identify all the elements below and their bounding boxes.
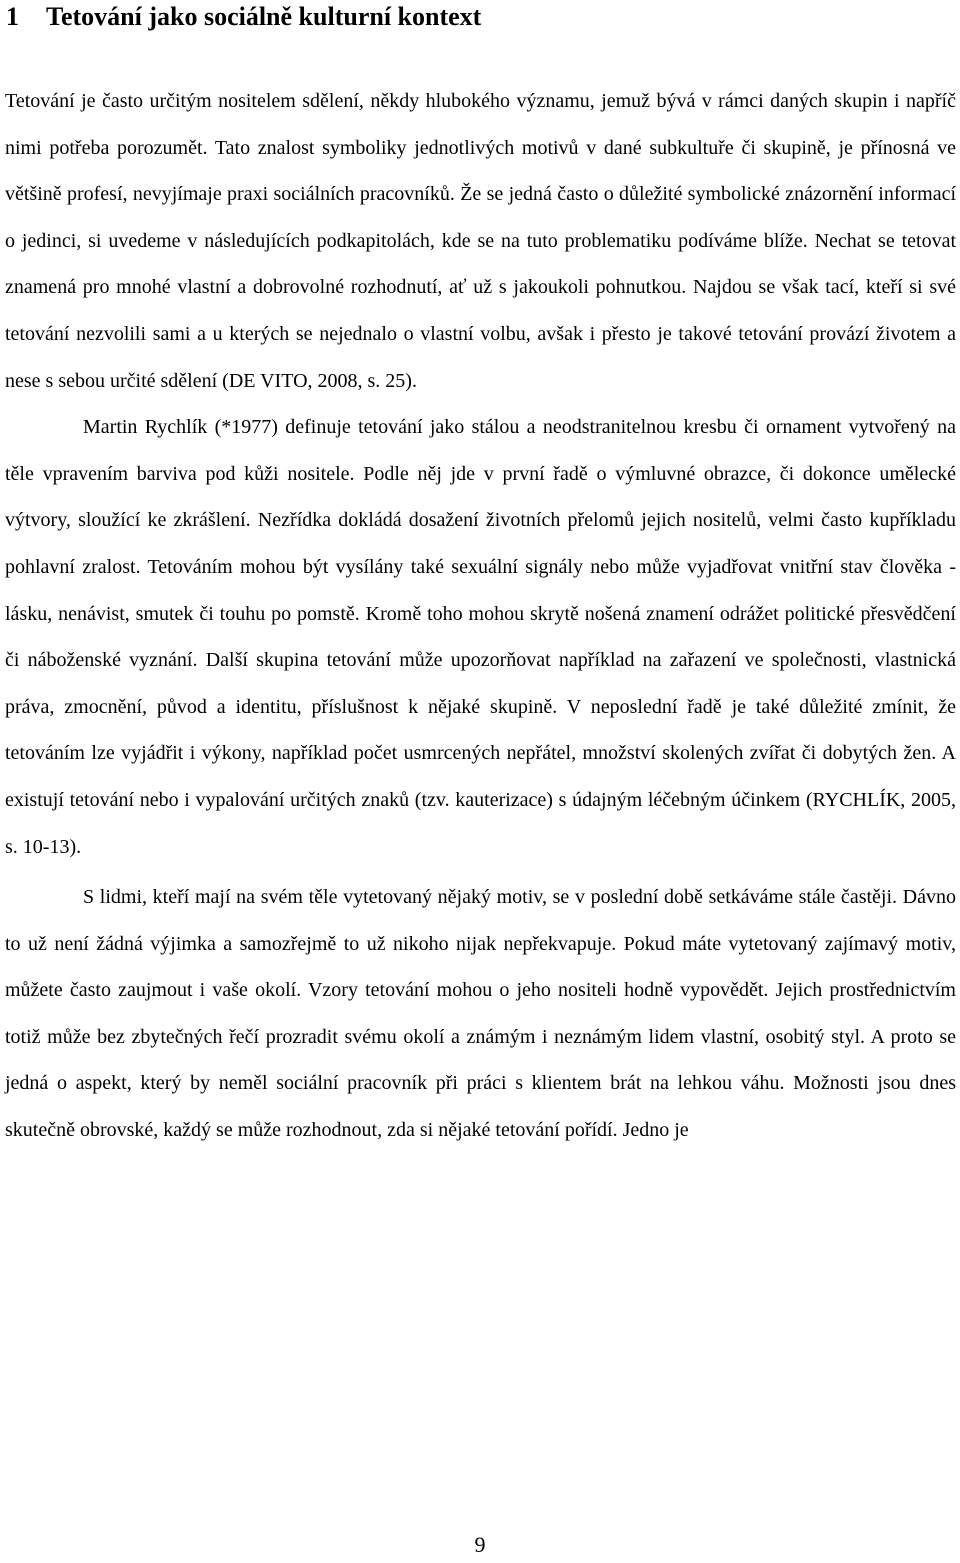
chapter-number: 1	[6, 2, 19, 31]
chapter-body	[5, 78, 956, 1154]
chapter-heading	[6, 0, 481, 34]
paragraph-tattoo-prevalence: S lidmi, kteří mají na svém těle vytetovaný nějaký motiv, se v poslední době setkáváme stále častěji. Dávno to už není žádná výjimka a samozřejmě to už nikoho nijak nepřekvapuje. Pokud máte vytetovaný zajímavý motiv, můžete často zaujmout i vaše okolí. Vzory tetování mohou o jeho nositeli hodně vypovědět. Jejich prostřednictvím totiž může bez zbytečných řečí prozradit svému okolí a známým i neznámým lidem vlastní, osobitý styl. A proto se jedná o aspekt, který by neměl sociální pracovník při práci s klientem brát na lehkou váhu. Možnosti jsou dnes skutečně obrovské, každý se může rozhodnout, zda si nějaké tetování pořídí. Jedno je	[5, 886, 956, 1142]
paragraph-rychlik-definition: Martin Rychlík (*1977) definuje tetování jako stálou a neodstranitelnou kresbu či ornament vytvořený na těle vpravením barviva pod kůži nositele. Podle něj jde v první řadě o výmluvné obrazce, či dokonce umělecké výtvory, sloužící ke zkrášlení. Nezřídka dokládá dosažení životních přelomů jejich nositelů, velmi často kupříkladu pohlavní zralost. Tetováním mohou být vysílány také sexuální signály nebo může vyjadřovat vnitřní stav člověka - lásku, nenávist, smutek či touhu po pomstě. Kromě toho mohou skrytě nošená znamení odrážet politické přesvědčení či náboženské vyznání. Další skupina tetování může upozorňovat například na zařazení ve společnosti, vlastnická práva, zmocnění, původ a identitu, příslušnost k nějaké skupině. V neposlední řadě je také důležité zmínit, že tetováním lze vyjádřit i výkony, například počet usmrcených nepřátel, množství skolených zvířat či dobytých žen. A existují tetování nebo i vypalování určitých znaků (tzv. kauterizace) s údajným léčebným účinkem (RYCHLÍK, 2005, s. 10-13).	[5, 416, 956, 858]
page-number: 9	[474, 1532, 486, 1557]
paragraph-intro: Tetování je často určitým nositelem sdělení, někdy hlubokého významu, jemuž bývá v rámci daných skupin i napříč nimi potřeba porozumět. Tato znalost symboliky jednotlivých motivů v dané subkultuře či skupině, je přínosná ve většině profesí, nevyjímaje praxi sociálních pracovníků. Že se jedná často o důležité symbolické znázornění informací o jedinci, si uvedeme v následujících podkapitolách, kde se na tuto problematiku podíváme blíže. Nechat se tetovat znamená pro mnohé vlastní a dobrovolné rozhodnutí, ať už s jakoukoli pohnutkou. Najdou se však tací, kteří si své tetování nezvolili sami a u kterých se nejednalo o vlastní volbu, avšak i přesto je takové tetování provází životem a nese s sebou určité sdělení (DE VITO, 2008, s. 25).	[5, 90, 956, 392]
chapter-title: Tetování jako sociálně kulturní kontext	[46, 2, 482, 31]
